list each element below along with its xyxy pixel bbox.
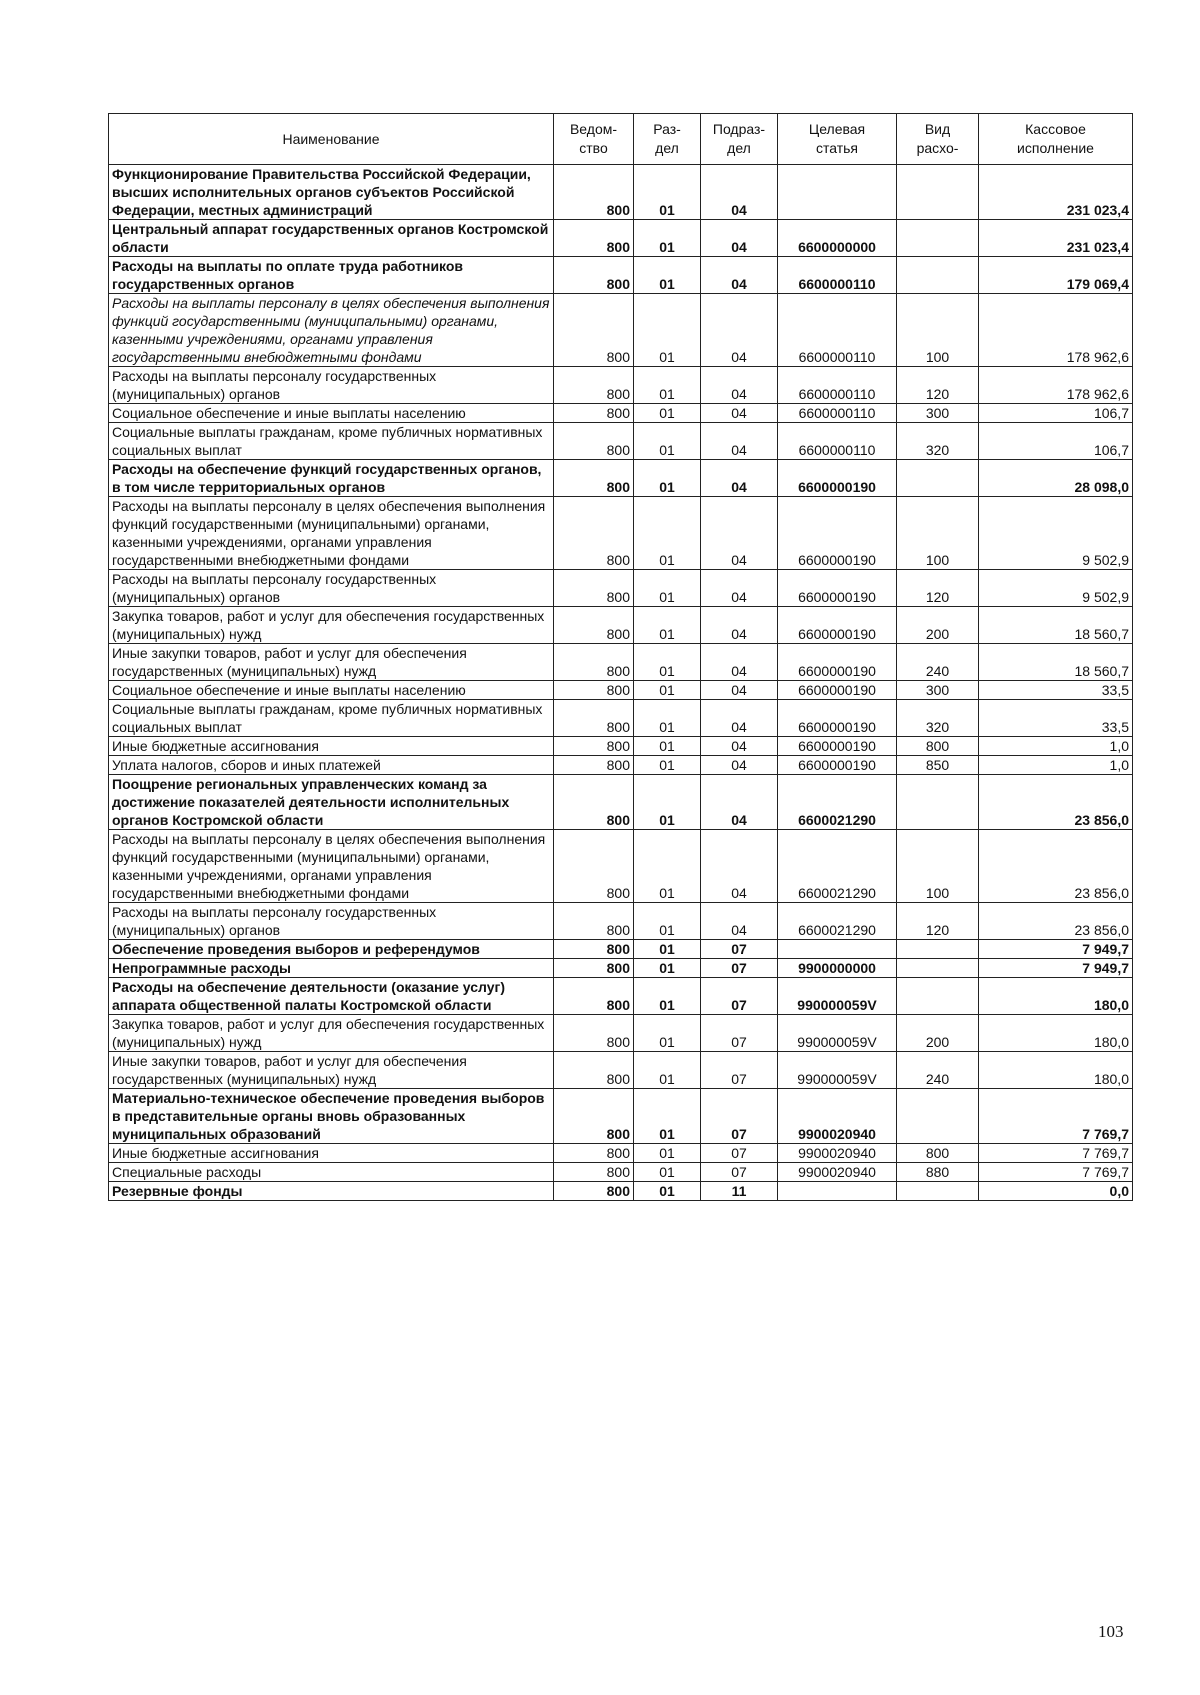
cell-razdel: 01: [634, 570, 701, 607]
cell-name: Расходы на обеспечение деятельности (оказание услуг) аппарата общественной палаты Костромской области: [109, 978, 554, 1015]
cell-vedomstvo: 800: [554, 737, 634, 756]
cell-vid-rashodov: 100: [897, 830, 979, 903]
cell-vedomstvo: 800: [554, 775, 634, 830]
table-row: [109, 644, 1133, 681]
cell-podrazdel: 04: [701, 775, 778, 830]
cell-podrazdel: 07: [701, 1015, 778, 1052]
header-celevaya-statya: Целевая статья: [778, 114, 897, 165]
cell-name: Социальные выплаты гражданам, кроме публичных нормативных социальных выплат: [109, 700, 554, 737]
cell-vid-rashodov: 300: [897, 681, 979, 700]
table-row: [109, 903, 1133, 940]
cell-razdel: 01: [634, 1182, 701, 1201]
cell-vedomstvo: 800: [554, 294, 634, 367]
table-row: [109, 681, 1133, 700]
table-row: [109, 367, 1133, 404]
cell-amount: 23 856,0: [979, 830, 1133, 903]
cell-podrazdel: 04: [701, 830, 778, 903]
cell-amount: 33,5: [979, 700, 1133, 737]
cell-name: Иные бюджетные ассигнования: [109, 737, 554, 756]
cell-celevaya-statya: 6600000190: [778, 756, 897, 775]
table-row: [109, 959, 1133, 978]
header-podrazdel: Подраз- дел: [701, 114, 778, 165]
cell-vid-rashodov: [897, 775, 979, 830]
cell-celevaya-statya: 6600021290: [778, 830, 897, 903]
header-row: [109, 114, 1133, 165]
cell-amount: 23 856,0: [979, 775, 1133, 830]
cell-name: Расходы на выплаты по оплате труда работников государственных органов: [109, 257, 554, 294]
table-row: [109, 1163, 1133, 1182]
cell-podrazdel: 11: [701, 1182, 778, 1201]
cell-celevaya-statya: 9900000000: [778, 959, 897, 978]
cell-razdel: 01: [634, 607, 701, 644]
cell-razdel: 01: [634, 775, 701, 830]
cell-vedomstvo: 800: [554, 570, 634, 607]
cell-vid-rashodov: 120: [897, 367, 979, 404]
cell-amount: 23 856,0: [979, 903, 1133, 940]
cell-podrazdel: 04: [701, 367, 778, 404]
table-row: [109, 257, 1133, 294]
cell-podrazdel: 04: [701, 644, 778, 681]
cell-amount: 7 769,7: [979, 1163, 1133, 1182]
cell-amount: 18 560,7: [979, 644, 1133, 681]
cell-vedomstvo: 800: [554, 1015, 634, 1052]
cell-razdel: 01: [634, 1089, 701, 1144]
cell-name: Иные закупки товаров, работ и услуг для обеспечения государственных (муниципальных) нужд: [109, 1052, 554, 1089]
cell-amount: 231 023,4: [979, 165, 1133, 220]
cell-name: Расходы на выплаты персоналу государственных (муниципальных) органов: [109, 367, 554, 404]
table-row: [109, 404, 1133, 423]
cell-amount: 178 962,6: [979, 294, 1133, 367]
cell-celevaya-statya: [778, 940, 897, 959]
table-row: [109, 497, 1133, 570]
cell-name: Расходы на выплаты персоналу в целях обеспечения выполнения функций государственными (муниципальными) органами, казенными учреждениями, органами управления государственными внебюджетными фондами: [109, 830, 554, 903]
cell-podrazdel: 04: [701, 607, 778, 644]
cell-razdel: 01: [634, 830, 701, 903]
cell-name: Иные закупки товаров, работ и услуг для обеспечения государственных (муниципальных) нужд: [109, 644, 554, 681]
cell-razdel: 01: [634, 903, 701, 940]
cell-razdel: 01: [634, 220, 701, 257]
cell-razdel: 01: [634, 737, 701, 756]
table-row: [109, 737, 1133, 756]
table-row: [109, 460, 1133, 497]
cell-podrazdel: 04: [701, 220, 778, 257]
cell-vedomstvo: 800: [554, 257, 634, 294]
cell-razdel: 01: [634, 756, 701, 775]
cell-vid-rashodov: [897, 220, 979, 257]
cell-amount: 178 962,6: [979, 367, 1133, 404]
cell-vedomstvo: 800: [554, 1182, 634, 1201]
cell-amount: 9 502,9: [979, 497, 1133, 570]
cell-podrazdel: 04: [701, 756, 778, 775]
cell-name: Расходы на выплаты персоналу государственных (муниципальных) органов: [109, 570, 554, 607]
cell-razdel: 01: [634, 423, 701, 460]
cell-celevaya-statya: 6600000000: [778, 220, 897, 257]
cell-vedomstvo: 800: [554, 1144, 634, 1163]
header-razdel: Раз- дел: [634, 114, 701, 165]
cell-celevaya-statya: 990000059V: [778, 1015, 897, 1052]
cell-name: Центральный аппарат государственных органов Костромской области: [109, 220, 554, 257]
cell-vid-rashodov: [897, 165, 979, 220]
cell-vedomstvo: 800: [554, 940, 634, 959]
cell-vedomstvo: 800: [554, 756, 634, 775]
cell-celevaya-statya: 6600000190: [778, 737, 897, 756]
cell-vid-rashodov: [897, 257, 979, 294]
cell-celevaya-statya: 6600000190: [778, 607, 897, 644]
cell-celevaya-statya: 990000059V: [778, 1052, 897, 1089]
table-row: [109, 1182, 1133, 1201]
table-row: [109, 1089, 1133, 1144]
cell-podrazdel: 04: [701, 257, 778, 294]
cell-razdel: 01: [634, 294, 701, 367]
cell-vid-rashodov: 120: [897, 903, 979, 940]
cell-vedomstvo: 800: [554, 607, 634, 644]
cell-celevaya-statya: 990000059V: [778, 978, 897, 1015]
cell-vedomstvo: 800: [554, 681, 634, 700]
cell-amount: 180,0: [979, 978, 1133, 1015]
cell-vedomstvo: 800: [554, 700, 634, 737]
cell-razdel: 01: [634, 978, 701, 1015]
cell-name: Социальные выплаты гражданам, кроме публичных нормативных социальных выплат: [109, 423, 554, 460]
cell-name: Иные бюджетные ассигнования: [109, 1144, 554, 1163]
cell-celevaya-statya: 6600000110: [778, 294, 897, 367]
cell-amount: 106,7: [979, 423, 1133, 460]
cell-amount: 231 023,4: [979, 220, 1133, 257]
cell-amount: 7 949,7: [979, 959, 1133, 978]
table-row: [109, 775, 1133, 830]
cell-vedomstvo: 800: [554, 423, 634, 460]
cell-vedomstvo: 800: [554, 959, 634, 978]
cell-razdel: 01: [634, 1015, 701, 1052]
cell-vedomstvo: 800: [554, 367, 634, 404]
cell-vid-rashodov: 800: [897, 737, 979, 756]
cell-celevaya-statya: 9900020940: [778, 1089, 897, 1144]
cell-celevaya-statya: 6600000190: [778, 497, 897, 570]
cell-podrazdel: 04: [701, 903, 778, 940]
cell-vid-rashodov: 850: [897, 756, 979, 775]
cell-name: Функционирование Правительства Российской Федерации, высших исполнительных органов субъектов Российской Федерации, местных администраций: [109, 165, 554, 220]
cell-podrazdel: 07: [701, 959, 778, 978]
cell-name: Непрограммные расходы: [109, 959, 554, 978]
table-row: [109, 756, 1133, 775]
cell-vid-rashodov: [897, 460, 979, 497]
cell-podrazdel: 04: [701, 737, 778, 756]
cell-name: Социальное обеспечение и иные выплаты населению: [109, 681, 554, 700]
cell-vedomstvo: 800: [554, 644, 634, 681]
cell-amount: 7 949,7: [979, 940, 1133, 959]
cell-name: Расходы на обеспечение функций государственных органов, в том числе территориальных органов: [109, 460, 554, 497]
cell-amount: 179 069,4: [979, 257, 1133, 294]
cell-vid-rashodov: 320: [897, 423, 979, 460]
cell-podrazdel: 04: [701, 404, 778, 423]
cell-vedomstvo: 800: [554, 978, 634, 1015]
header-vid-rashodov: Вид расхо-: [897, 114, 979, 165]
cell-vid-rashodov: 240: [897, 1052, 979, 1089]
cell-name: Резервные фонды: [109, 1182, 554, 1201]
cell-celevaya-statya: 6600000110: [778, 404, 897, 423]
page-number: 103: [1098, 1622, 1124, 1641]
cell-name: Расходы на выплаты персоналу в целях обеспечения выполнения функций государственными (муниципальными) органами, казенными учреждениями, органами управления государственными внебюджетными фондами: [109, 294, 554, 367]
cell-name: Расходы на выплаты персоналу государственных (муниципальных) органов: [109, 903, 554, 940]
cell-amount: 18 560,7: [979, 607, 1133, 644]
table-row: [109, 1052, 1133, 1089]
table-row: [109, 830, 1133, 903]
table-row: [109, 1144, 1133, 1163]
cell-name: Социальное обеспечение и иные выплаты населению: [109, 404, 554, 423]
cell-razdel: 01: [634, 367, 701, 404]
cell-vid-rashodov: [897, 978, 979, 1015]
cell-vid-rashodov: 320: [897, 700, 979, 737]
cell-amount: 28 098,0: [979, 460, 1133, 497]
cell-razdel: 01: [634, 404, 701, 423]
cell-razdel: 01: [634, 1052, 701, 1089]
cell-vedomstvo: 800: [554, 1163, 634, 1182]
cell-vid-rashodov: 100: [897, 497, 979, 570]
cell-vedomstvo: 800: [554, 460, 634, 497]
cell-vid-rashodov: [897, 940, 979, 959]
cell-celevaya-statya: 6600000190: [778, 681, 897, 700]
cell-celevaya-statya: 6600000110: [778, 423, 897, 460]
cell-vedomstvo: 800: [554, 830, 634, 903]
cell-razdel: 01: [634, 1144, 701, 1163]
cell-podrazdel: 07: [701, 1163, 778, 1182]
cell-vid-rashodov: 880: [897, 1163, 979, 1182]
table-row: [109, 423, 1133, 460]
cell-vedomstvo: 800: [554, 220, 634, 257]
cell-podrazdel: 04: [701, 165, 778, 220]
cell-name: Расходы на выплаты персоналу в целях обеспечения выполнения функций государственными (муниципальными) органами, казенными учреждениями, органами управления государственными внебюджетными фондами: [109, 497, 554, 570]
cell-vedomstvo: 800: [554, 1089, 634, 1144]
cell-celevaya-statya: 6600000110: [778, 257, 897, 294]
cell-vid-rashodov: [897, 1089, 979, 1144]
cell-vid-rashodov: 800: [897, 1144, 979, 1163]
cell-podrazdel: 04: [701, 570, 778, 607]
cell-razdel: 01: [634, 681, 701, 700]
cell-razdel: 01: [634, 165, 701, 220]
table-body: [109, 165, 1133, 1201]
cell-podrazdel: 07: [701, 978, 778, 1015]
cell-razdel: 01: [634, 700, 701, 737]
cell-name: Уплата налогов, сборов и иных платежей: [109, 756, 554, 775]
cell-celevaya-statya: 6600000190: [778, 570, 897, 607]
cell-podrazdel: 04: [701, 681, 778, 700]
cell-podrazdel: 04: [701, 497, 778, 570]
cell-podrazdel: 07: [701, 940, 778, 959]
cell-podrazdel: 07: [701, 1052, 778, 1089]
table-row: [109, 570, 1133, 607]
cell-vid-rashodov: 100: [897, 294, 979, 367]
cell-vid-rashodov: [897, 1182, 979, 1201]
cell-razdel: 01: [634, 497, 701, 570]
cell-vedomstvo: 800: [554, 497, 634, 570]
cell-vedomstvo: 800: [554, 1052, 634, 1089]
cell-vedomstvo: 800: [554, 903, 634, 940]
cell-amount: 180,0: [979, 1015, 1133, 1052]
cell-name: Материально-техническое обеспечение проведения выборов в представительные органы вновь образованных муниципальных образований: [109, 1089, 554, 1144]
cell-razdel: 01: [634, 257, 701, 294]
table-row: [109, 220, 1133, 257]
table-row: [109, 1015, 1133, 1052]
table-row: [109, 294, 1133, 367]
cell-vid-rashodov: 300: [897, 404, 979, 423]
cell-vedomstvo: 800: [554, 404, 634, 423]
cell-vid-rashodov: 240: [897, 644, 979, 681]
cell-name: Специальные расходы: [109, 1163, 554, 1182]
cell-celevaya-statya: [778, 1182, 897, 1201]
cell-celevaya-statya: 6600000190: [778, 644, 897, 681]
cell-celevaya-statya: 6600000190: [778, 460, 897, 497]
cell-razdel: 01: [634, 644, 701, 681]
cell-amount: 7 769,7: [979, 1144, 1133, 1163]
cell-razdel: 01: [634, 1163, 701, 1182]
cell-name: Обеспечение проведения выборов и референдумов: [109, 940, 554, 959]
cell-razdel: 01: [634, 460, 701, 497]
table-row: [109, 165, 1133, 220]
table-row: [109, 607, 1133, 644]
table-row: [109, 700, 1133, 737]
cell-amount: 1,0: [979, 756, 1133, 775]
header-name: Наименование: [109, 114, 554, 165]
cell-celevaya-statya: 6600000190: [778, 700, 897, 737]
cell-amount: 106,7: [979, 404, 1133, 423]
cell-vid-rashodov: 200: [897, 1015, 979, 1052]
cell-name: Поощрение региональных управленческих команд за достижение показателей деятельности исполнительных органов Костромской области: [109, 775, 554, 830]
cell-vid-rashodov: [897, 959, 979, 978]
header-vedomstvo: Ведом- ство: [554, 114, 634, 165]
cell-celevaya-statya: [778, 165, 897, 220]
cell-celevaya-statya: 6600000110: [778, 367, 897, 404]
cell-vid-rashodov: 120: [897, 570, 979, 607]
table-row: [109, 978, 1133, 1015]
table-row: [109, 940, 1133, 959]
cell-vid-rashodov: 200: [897, 607, 979, 644]
cell-celevaya-statya: 9900020940: [778, 1144, 897, 1163]
cell-celevaya-statya: 9900020940: [778, 1163, 897, 1182]
header-kassovoe-ispolnenie: Кассовое исполнение: [979, 114, 1133, 165]
cell-podrazdel: 04: [701, 294, 778, 367]
cell-razdel: 01: [634, 940, 701, 959]
cell-amount: 7 769,7: [979, 1089, 1133, 1144]
cell-podrazdel: 07: [701, 1089, 778, 1144]
cell-amount: 9 502,9: [979, 570, 1133, 607]
cell-amount: 180,0: [979, 1052, 1133, 1089]
cell-amount: 33,5: [979, 681, 1133, 700]
cell-podrazdel: 04: [701, 423, 778, 460]
cell-vedomstvo: 800: [554, 165, 634, 220]
cell-celevaya-statya: 6600021290: [778, 903, 897, 940]
cell-podrazdel: 07: [701, 1144, 778, 1163]
cell-amount: 1,0: [979, 737, 1133, 756]
cell-podrazdel: 04: [701, 700, 778, 737]
cell-amount: 0,0: [979, 1182, 1133, 1201]
cell-name: Закупка товаров, работ и услуг для обеспечения государственных (муниципальных) нужд: [109, 1015, 554, 1052]
cell-podrazdel: 04: [701, 460, 778, 497]
cell-celevaya-statya: 6600021290: [778, 775, 897, 830]
cell-razdel: 01: [634, 959, 701, 978]
cell-name: Закупка товаров, работ и услуг для обеспечения государственных (муниципальных) нужд: [109, 607, 554, 644]
budget-table: [108, 113, 1133, 1201]
